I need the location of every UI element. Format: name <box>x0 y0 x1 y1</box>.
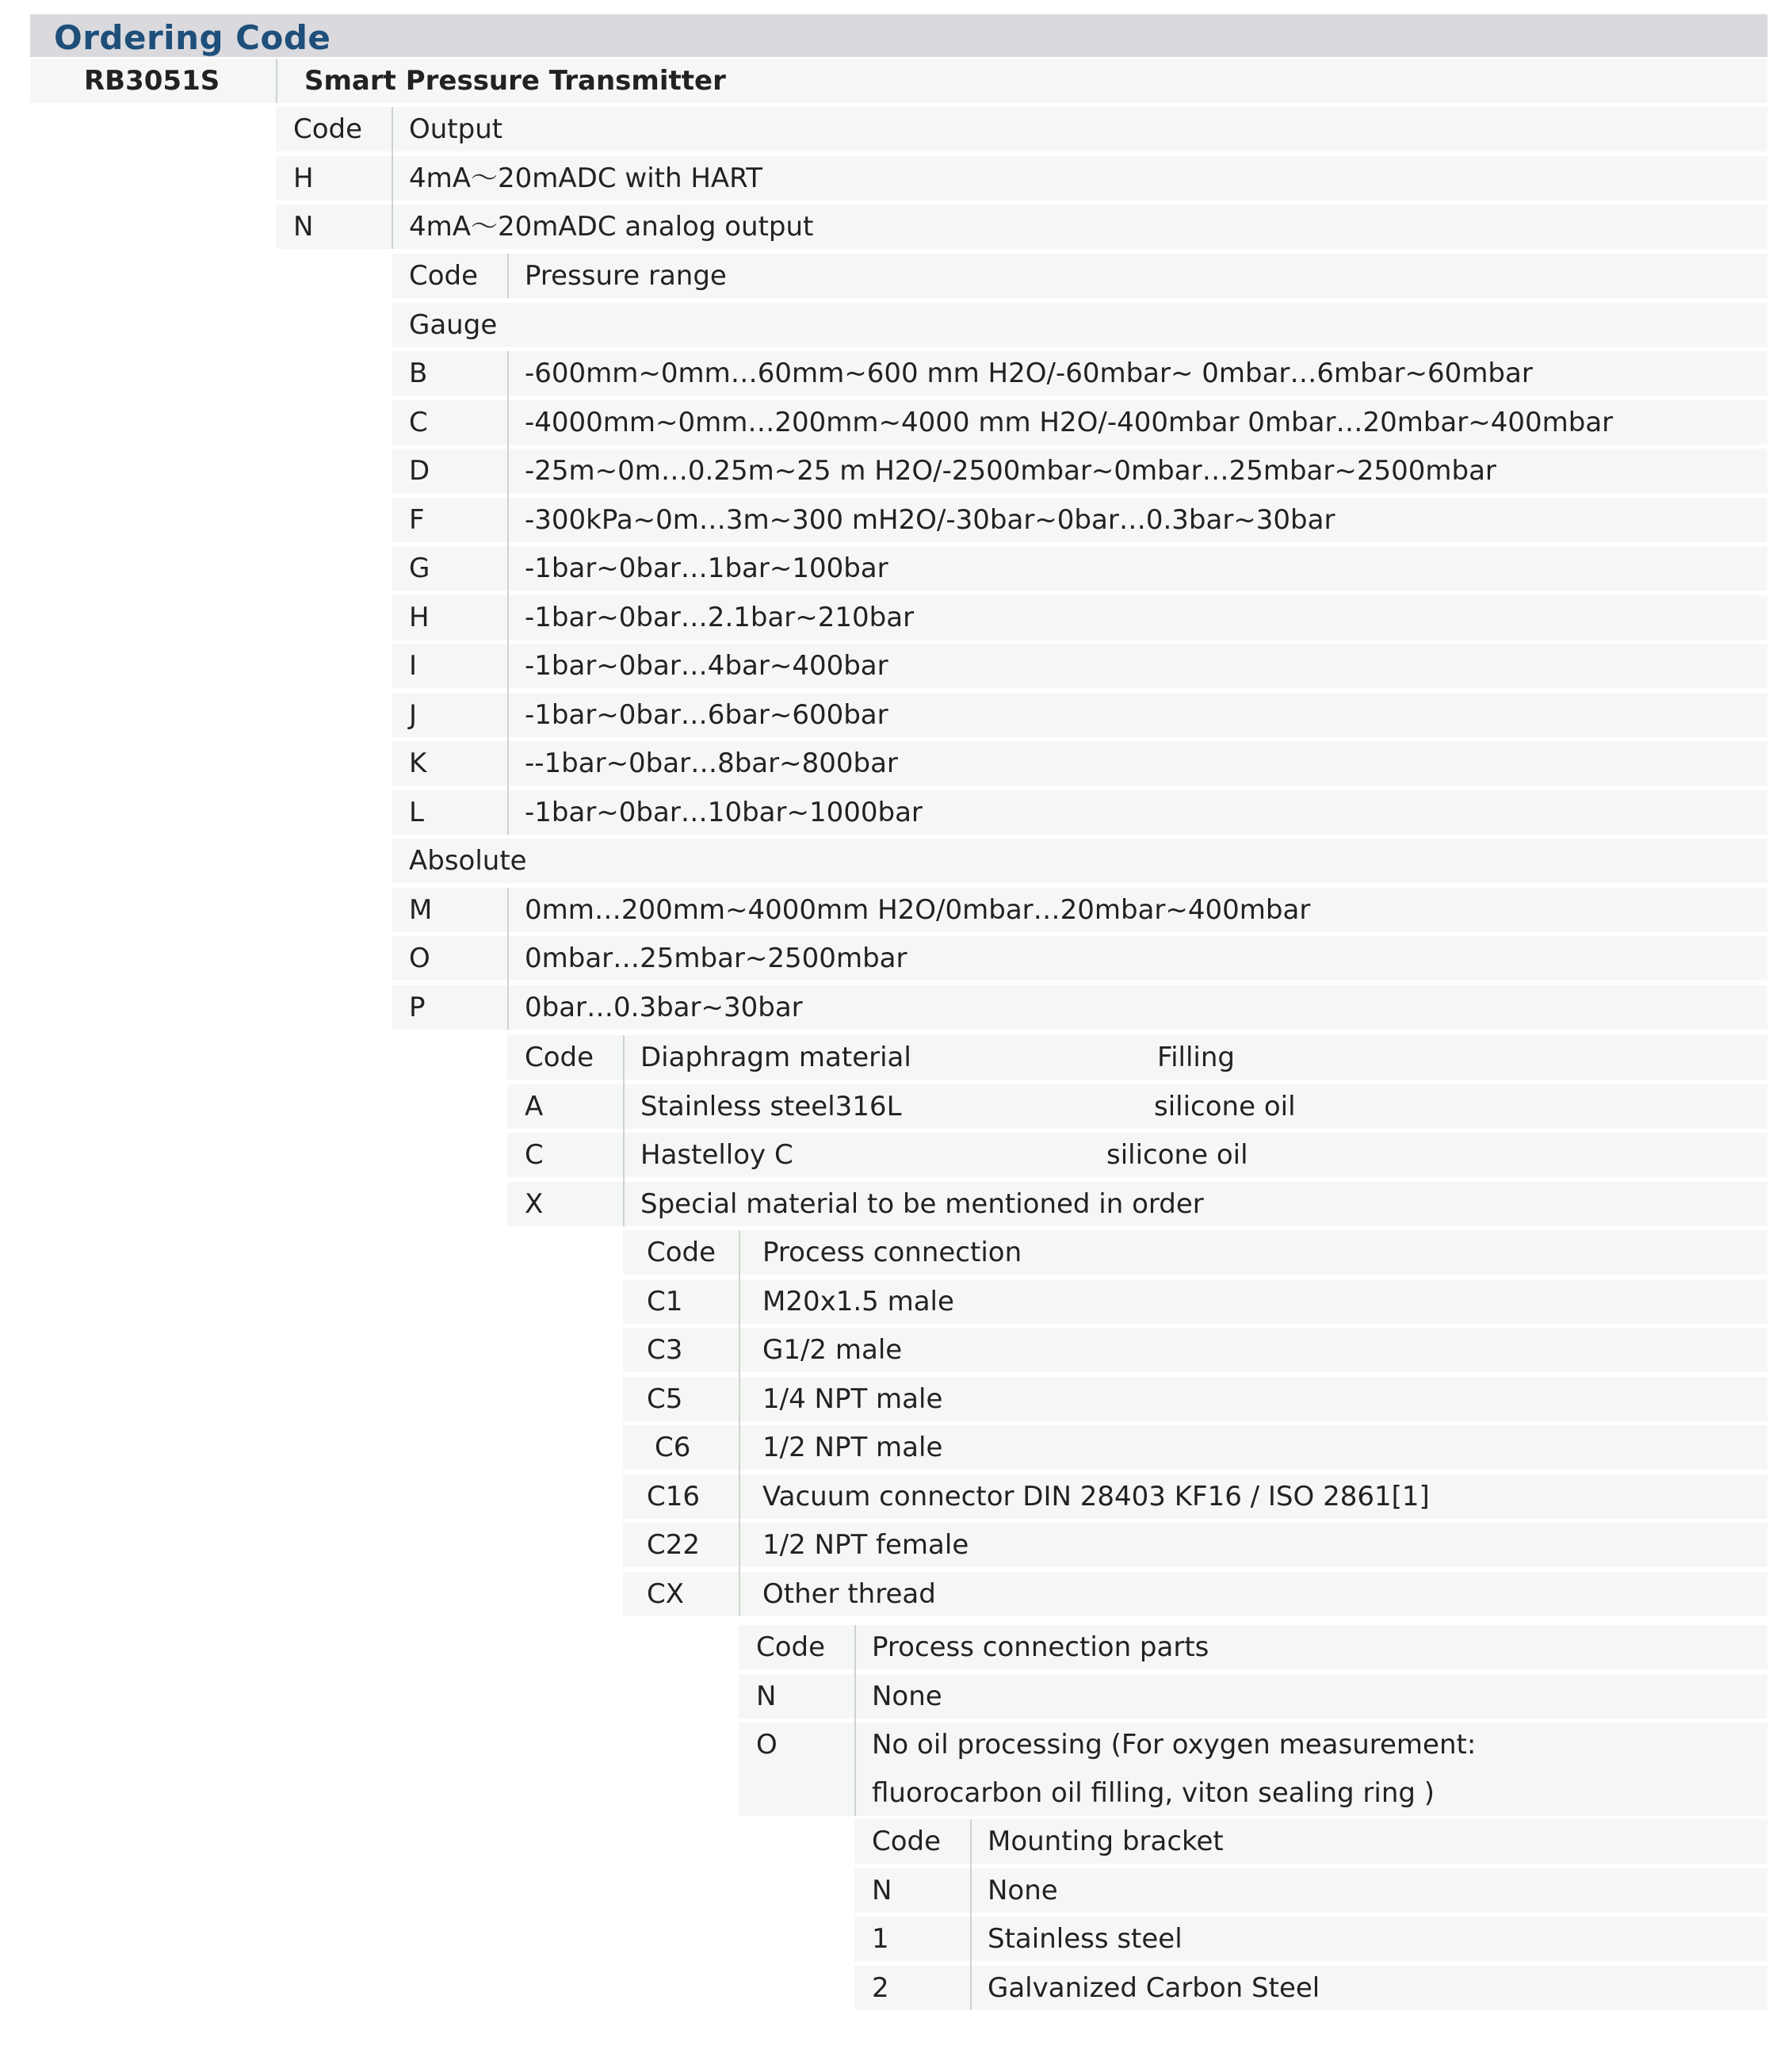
gauge-row <box>392 449 1767 493</box>
connection-desc: 1/2 NPT male <box>762 1432 943 1463</box>
mounting-header-desc: Mounting bracket <box>988 1826 1224 1857</box>
parts-row <box>739 1674 1767 1719</box>
gauge-code: G <box>409 553 430 584</box>
mounting-row <box>854 1917 1767 1961</box>
pressure-header-divider <box>507 254 509 298</box>
connection-row <box>623 1328 1767 1372</box>
gauge-code: D <box>409 455 430 487</box>
parts-row <box>739 1723 1767 1816</box>
diaphragm-row <box>507 1084 1767 1129</box>
diaphragm-filling: silicone oil <box>1154 1090 1296 1122</box>
model-name: Smart Pressure Transmitter <box>304 65 726 97</box>
output-divider <box>392 107 393 249</box>
output-header-desc: Output <box>409 113 503 145</box>
mounting-desc: None <box>988 1874 1058 1906</box>
gauge-code: I <box>409 650 418 682</box>
output-header-code: Code <box>293 113 363 145</box>
mounting-code: 1 <box>872 1923 889 1955</box>
gauge-row <box>392 595 1767 640</box>
parts-desc: No oil processing (For oxygen measurement: <box>872 1729 1477 1761</box>
mounting-desc: Stainless steel <box>988 1923 1183 1955</box>
diaphragm-divider <box>623 1035 625 1226</box>
diaphragm-header-code: Code <box>525 1042 594 1073</box>
gauge-label-row <box>392 303 1767 347</box>
absolute-code: M <box>409 893 433 926</box>
connection-code: C3 <box>647 1334 683 1366</box>
gauge-code: K <box>409 748 427 779</box>
gauge-row <box>392 351 1767 396</box>
gauge-code: B <box>409 358 428 389</box>
diaphragm-code: X <box>525 1187 544 1220</box>
output-desc: 4mA～20mADC with HART <box>409 162 763 194</box>
diaphragm-desc: Stainless steel316L <box>640 1090 902 1122</box>
model-row <box>30 59 1767 103</box>
diaphragm-code: C <box>525 1139 544 1171</box>
connection-desc: G1/2 male <box>762 1334 903 1366</box>
gauge-desc: -4000mm~0mm…200mm~4000 mm H2O/-400mbar 0mbar…20mbar~400mbar <box>525 406 1614 438</box>
output-header-row <box>276 107 1767 151</box>
connection-row <box>623 1279 1767 1324</box>
mounting-code: N <box>872 1874 892 1906</box>
diaphragm-header-row <box>507 1035 1767 1080</box>
gauge-row <box>392 400 1767 445</box>
connection-desc: M20x1.5 male <box>762 1285 954 1317</box>
mounting-row <box>854 1868 1767 1913</box>
absolute-row <box>392 985 1767 1030</box>
diaphragm-row <box>507 1182 1767 1226</box>
gauge-code: H <box>409 601 430 633</box>
parts-desc-line2: fluorocarbon oil filling, viton sealing ring ) <box>872 1777 1435 1809</box>
absolute-row <box>392 936 1767 981</box>
model-code: RB3051S <box>84 65 220 97</box>
absolute-label: Absolute <box>409 845 527 877</box>
diaphragm-filling: silicone oil <box>1106 1139 1248 1171</box>
connection-header-code: Code <box>647 1237 716 1268</box>
diaphragm-desc: Special material to be mentioned in order <box>640 1187 1204 1220</box>
connection-header-desc: Process connection <box>762 1237 1022 1268</box>
connection-desc: 1/4 NPT male <box>762 1382 943 1415</box>
connection-code: C1 <box>647 1285 683 1317</box>
connection-header-row <box>623 1230 1767 1275</box>
connection-code: CX <box>647 1577 685 1610</box>
gauge-desc: -25m~0m…0.25m~25 m H2O/-2500mbar~0mbar…25mbar~2500mbar <box>525 455 1496 487</box>
absolute-row <box>392 888 1767 932</box>
connection-row <box>623 1523 1767 1567</box>
diaphragm-row <box>507 1133 1767 1177</box>
connection-row <box>623 1474 1767 1519</box>
connection-code: C16 <box>647 1480 701 1512</box>
mounting-code: 2 <box>872 1971 889 2004</box>
mounting-header-row <box>854 1819 1767 1864</box>
output-code: H <box>293 162 314 194</box>
gauge-code: L <box>409 796 424 828</box>
connection-row <box>623 1572 1767 1616</box>
diaphragm-header-desc: Diaphragm material <box>640 1042 911 1073</box>
connection-code: C5 <box>647 1382 683 1415</box>
gauge-code: F <box>409 503 425 536</box>
connection-code: C22 <box>647 1529 701 1561</box>
mounting-desc: Galvanized Carbon Steel <box>988 1971 1320 2004</box>
diaphragm-code: A <box>525 1090 544 1122</box>
output-desc: 4mA～20mADC analog output <box>409 211 814 243</box>
parts-header-desc: Process connection parts <box>872 1631 1209 1663</box>
gauge-desc: -1bar~0bar…2.1bar~210bar <box>525 601 915 633</box>
gauge-label: Gauge <box>409 308 498 341</box>
diaphragm-desc: Hastelloy C <box>640 1139 793 1171</box>
gauge-row <box>392 546 1767 591</box>
parts-divider <box>854 1625 856 1816</box>
gauge-desc: --1bar~0bar…8bar~800bar <box>525 748 898 779</box>
connection-row <box>623 1377 1767 1421</box>
parts-header-row <box>739 1625 1767 1669</box>
absolute-code: P <box>409 991 426 1023</box>
pressure-header-code: Code <box>409 260 479 292</box>
absolute-code: O <box>409 943 430 974</box>
connection-code: C6 <box>655 1432 691 1463</box>
parts-code: O <box>756 1729 778 1761</box>
mounting-header-code: Code <box>872 1826 942 1857</box>
gauge-desc: -1bar~0bar…1bar~100bar <box>525 553 888 584</box>
absolute-desc: 0mm…200mm~4000mm H2O/0mbar…20mbar~400mbar <box>525 893 1311 926</box>
gauge-desc: -600mm~0mm…60mm~600 mm H2O/-60mbar~ 0mbar…6mbar~60mbar <box>525 358 1533 389</box>
parts-code: N <box>756 1680 777 1712</box>
pressure-header-row <box>392 254 1767 298</box>
gauge-row <box>392 790 1767 835</box>
gauge-row <box>392 741 1767 786</box>
gauge-code: J <box>409 698 418 731</box>
gauge-code: C <box>409 406 428 438</box>
model-divider <box>276 59 277 103</box>
mounting-row <box>854 1966 1767 2010</box>
section-title: Ordering Code <box>54 18 331 57</box>
gauge-desc: -300kPa~0m…3m~300 mH2O/-30bar~0bar…0.3bar~30bar <box>525 503 1335 536</box>
gauge-desc: -1bar~0bar…4bar~400bar <box>525 650 888 682</box>
parts-header-code: Code <box>756 1631 826 1663</box>
gauge-desc: -1bar~0bar…6bar~600bar <box>525 698 888 731</box>
gauge-row <box>392 644 1767 688</box>
gauge-row <box>392 693 1767 737</box>
connection-divider <box>739 1230 740 1616</box>
connection-row <box>623 1425 1767 1470</box>
pressure-header-desc: Pressure range <box>525 260 727 292</box>
parts-desc: None <box>872 1680 942 1712</box>
output-row <box>276 205 1767 249</box>
gauge-divider <box>507 351 509 835</box>
absolute-desc: 0mbar…25mbar~2500mbar <box>525 943 907 974</box>
gauge-row <box>392 498 1767 542</box>
absolute-desc: 0bar…0.3bar~30bar <box>525 991 803 1023</box>
connection-desc: Other thread <box>762 1577 936 1610</box>
absolute-label-row <box>392 839 1767 883</box>
output-code: N <box>293 211 314 243</box>
connection-desc: 1/2 NPT female <box>762 1529 969 1561</box>
diaphragm-header-filling: Filling <box>1157 1042 1235 1073</box>
gauge-desc: -1bar~0bar…10bar~1000bar <box>525 796 923 828</box>
mounting-divider <box>970 1819 972 2010</box>
absolute-divider <box>507 888 509 1030</box>
connection-desc: Vacuum connector DIN 28403 KF16 / ISO 2861[1] <box>762 1480 1430 1512</box>
output-row <box>276 156 1767 201</box>
